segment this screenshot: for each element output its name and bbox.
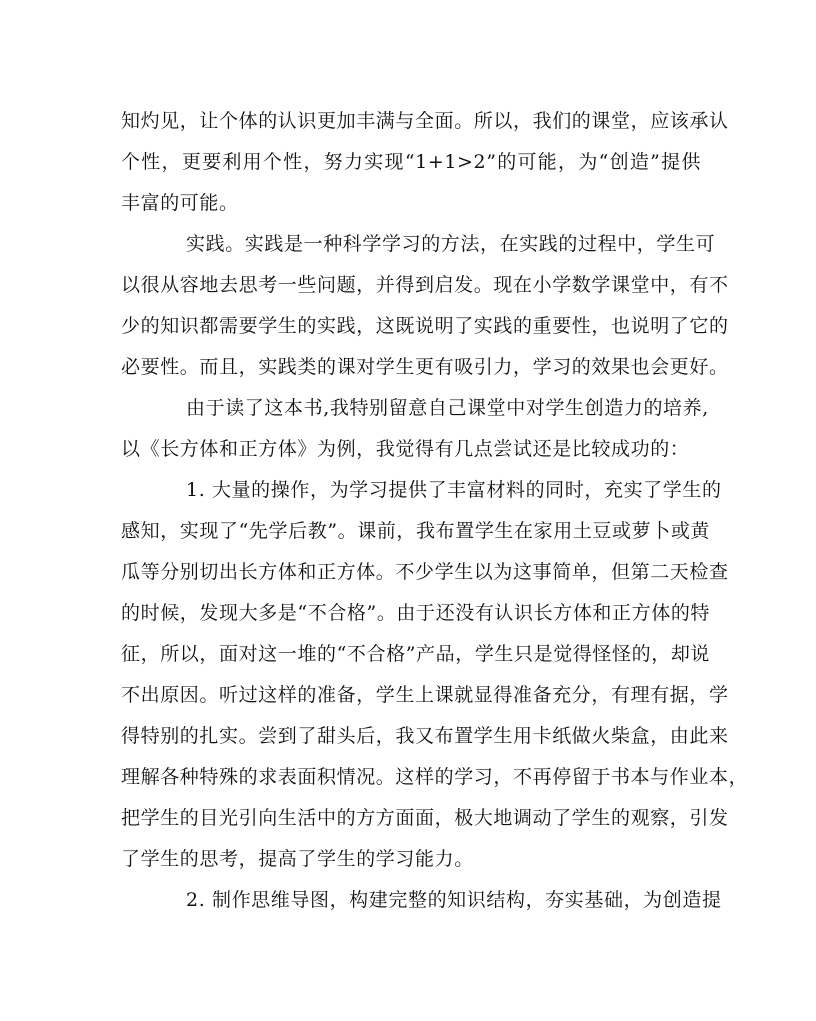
- text-line: 以很从容地去思考一些问题，并得到启发。现在小学数学课堂中，有不: [121, 274, 729, 296]
- text-line: 理解各种特殊的求表面积情况。这样的学习，不再停留于书本与作业本，: [121, 766, 749, 788]
- text-line: 1. 大量的操作，为学习提供了丰富材料的同时，充实了学生的: [186, 479, 722, 501]
- text-line: 把学生的目光引向生活中的方方面面，极大地调动了学生的观察，引发: [121, 807, 729, 829]
- text-line: 感知，实现了“先学后教”。课前，我布置学生在家用土豆或萝卜或黄: [121, 520, 711, 542]
- text-line: 由于读了这本书,我特别留意自己课堂中对学生创造力的培养,: [186, 397, 709, 419]
- text-line: 了学生的思考，提高了学生的学习能力。: [121, 848, 474, 870]
- text-line: 2. 制作思维导图，构建完整的知识结构，夯实基础，为创造提: [186, 889, 722, 911]
- text-line: 以《长方体和正方体》为例，我觉得有几点尝试还是比较成功的：: [121, 438, 690, 460]
- text-line: 知灼见，让个体的认识更加丰满与全面。所以，我们的课堂，应该承认: [121, 110, 729, 132]
- text-line: 个性，更要利用个性，努力实现“1+1>2”的可能，为“创造”提供: [121, 151, 701, 173]
- text-line: 瓜等分别切出长方体和正方体。不少学生以为这事简单，但第二天检查: [121, 561, 729, 583]
- text-line: 的时候，发现大多是“不合格”。由于还没有认识长方体和正方体的特: [121, 602, 711, 624]
- text-line: 丰富的可能。: [121, 192, 239, 214]
- text-line: 得特别的扎实。尝到了甜头后，我又布置学生用卡纸做火柴盒，由此来: [121, 725, 729, 747]
- text-line: 征，所以，面对这一堆的“不合格”产品，学生只是觉得怪怪的，却说: [121, 643, 711, 665]
- text-line: 实践。实践是一种科学学习的方法，在实践的过程中，学生可: [186, 233, 716, 255]
- text-line: 少的知识都需要学生的实践，这既说明了实践的重要性，也说明了它的: [121, 315, 729, 337]
- text-line: 不出原因。听过这样的准备，学生上课就显得准备充分，有理有据，学: [121, 684, 729, 706]
- text-line: 必要性。而且，实践类的课对学生更有吸引力，学习的效果也会更好。: [121, 356, 729, 378]
